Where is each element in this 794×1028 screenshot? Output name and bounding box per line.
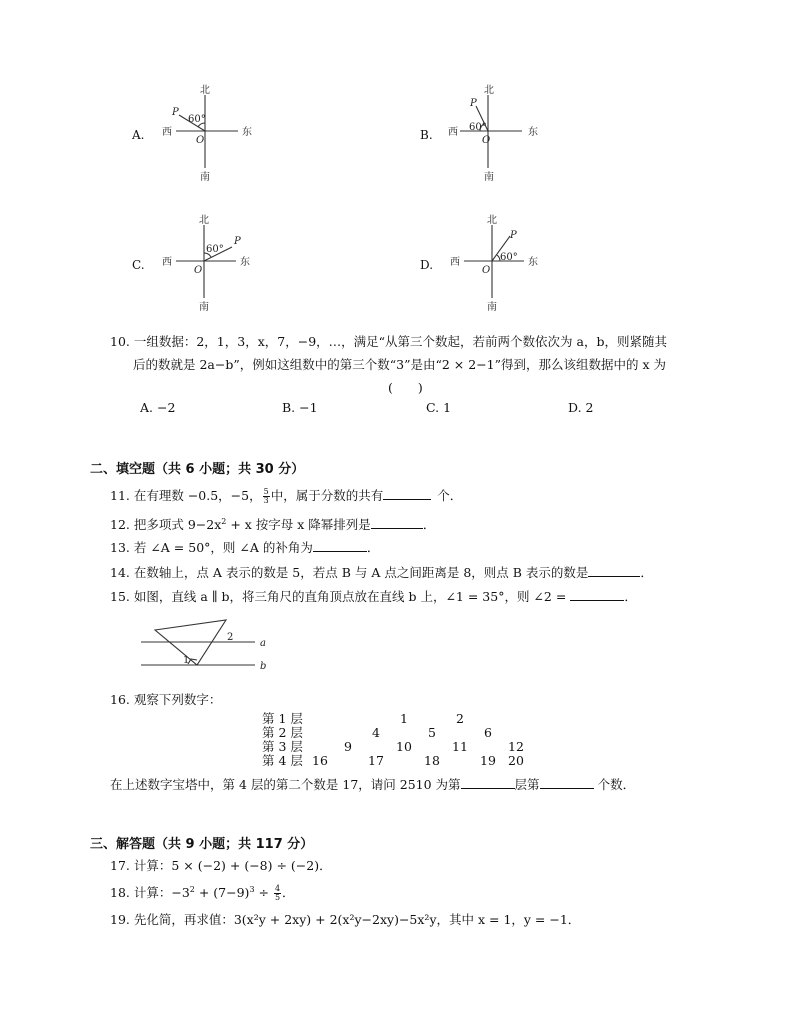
origin-label: O xyxy=(196,135,205,146)
point-p-label: P xyxy=(172,107,179,118)
pyramid-cell: 10 xyxy=(396,739,412,754)
east-label: 东 xyxy=(242,127,252,138)
q13-text-c: ． xyxy=(366,540,380,555)
q12 xyxy=(110,514,435,533)
q12-text-c: ． xyxy=(422,517,436,533)
section2-title: 二、填空题（共 6 小题；共 30 分） xyxy=(90,462,305,477)
q18-text-a: 18. 计算：−3 xyxy=(110,885,190,901)
q10-answer-paren: ( ) xyxy=(388,380,423,395)
q12-answer-blank[interactable] xyxy=(371,516,423,529)
q11-fraction-num: 5 xyxy=(263,487,269,496)
pyramid-row-label: 第 1 层 xyxy=(262,711,303,726)
q17: 17. 计算：5 × (−2) + (−8) ÷ (−2)． xyxy=(110,858,332,873)
pyramid-cell: 16 xyxy=(312,753,328,768)
q13-answer-blank[interactable] xyxy=(313,539,367,552)
pyramid-cell xyxy=(390,754,418,768)
point-p-label: P xyxy=(510,230,517,241)
q11-answer-blank[interactable] xyxy=(383,487,431,500)
q12-sup: 2 xyxy=(221,517,227,526)
west-label: 西 xyxy=(450,257,460,268)
origin-label: O xyxy=(482,135,491,146)
q10-option-b[interactable]: B. −1 xyxy=(282,400,318,415)
origin-label: O xyxy=(194,265,203,276)
q15-text-a: 15. 如图，直线 a ∥ b，将三角尺的直角顶点放在直线 b 上，∠1 = 35°，则 ∠2 = xyxy=(110,589,567,604)
q13 xyxy=(110,539,379,556)
west-label: 西 xyxy=(162,257,172,268)
pyramid-cell xyxy=(446,726,474,740)
south-label: 南 xyxy=(199,302,209,313)
pyramid-cell: 19 xyxy=(480,753,496,768)
option-d-compass-diagram[interactable] xyxy=(448,210,548,315)
q18-text-d: ． xyxy=(282,885,295,901)
west-label: 西 xyxy=(162,127,172,138)
pyramid-cell: 5 xyxy=(428,725,436,740)
q18-text-c: ÷ xyxy=(254,885,273,901)
option-b-compass-diagram[interactable] xyxy=(448,80,548,185)
pyramid-cell: 12 xyxy=(508,739,524,754)
pyramid-cell xyxy=(418,740,446,754)
q18-text-b: + (7−9) xyxy=(194,885,250,901)
north-label: 北 xyxy=(487,215,497,226)
q10-option-d[interactable]: D. 2 xyxy=(568,400,594,415)
pyramid-cell: 4 xyxy=(372,725,380,740)
pyramid-cell: 9 xyxy=(344,739,352,754)
point-p-label: P xyxy=(234,236,241,247)
option-a-compass-diagram[interactable] xyxy=(160,80,260,185)
pyramid-cell xyxy=(446,754,474,768)
east-label: 东 xyxy=(528,127,538,138)
point-p-label: P xyxy=(470,98,477,109)
q15-figure-parallel-lines-triangle xyxy=(135,612,275,674)
q11 xyxy=(110,487,462,505)
q11-text-c: 个． xyxy=(437,488,463,503)
angle-2-label: 2 xyxy=(227,632,234,643)
section3-title: 三、解答题（共 9 小题；共 117 分） xyxy=(90,837,314,852)
option-c-letter[interactable]: C. xyxy=(132,258,145,272)
q18-fraction-num: 4 xyxy=(274,884,281,894)
pyramid-row xyxy=(262,726,530,740)
pyramid-row xyxy=(262,754,530,768)
label-b: b xyxy=(260,661,267,672)
q16-text-b: 在上述数字宝塔中，第 4 层的第二个数是 17，请问 2510 为第 xyxy=(110,777,461,792)
pyramid-row xyxy=(262,712,530,726)
pyramid-row-label: 第 4 层 xyxy=(262,753,303,768)
q10-line2: 后的数就是 2a−b”，例如这组数中的第三个数“3”是由“2 × 2−1”得到，那么该组数据中的 x 为 xyxy=(133,357,667,372)
pyramid-cell xyxy=(362,740,390,754)
q15-text-c: ． xyxy=(624,589,637,604)
origin-label: O xyxy=(482,265,491,276)
pyramid-cell xyxy=(306,712,334,726)
east-label: 东 xyxy=(528,257,538,268)
angle-label: 60° xyxy=(188,114,206,125)
option-b-letter[interactable]: B. xyxy=(420,128,433,142)
west-label: 西 xyxy=(448,127,458,138)
pyramid-cell xyxy=(306,740,334,754)
q18-fraction xyxy=(274,885,281,902)
q16-position-blank[interactable] xyxy=(540,776,594,789)
q16-text-c: 层第 xyxy=(514,777,540,792)
q14-text-a: 14. 在数轴上，点 A 表示的数是 5，若点 B 与 A 点之间距离是 8，则点 B 表示的数是 xyxy=(110,565,589,580)
pyramid-cell xyxy=(362,712,390,726)
q12-text-b: + x 按字母 x 降幂排列是 xyxy=(226,517,371,533)
q10-option-a[interactable]: A. −2 xyxy=(140,400,176,415)
pyramid-cell xyxy=(390,726,418,740)
option-a-letter[interactable]: A. xyxy=(132,128,145,142)
pyramid-cell: 1 xyxy=(400,711,408,726)
pyramid-cell xyxy=(334,726,362,740)
south-label: 南 xyxy=(200,172,210,183)
q11-fraction-den: 3 xyxy=(263,496,269,505)
q18-sup2: 3 xyxy=(249,885,255,894)
south-label: 南 xyxy=(484,172,494,183)
q15 xyxy=(110,588,637,605)
pyramid-cell xyxy=(502,726,530,740)
pyramid-cell xyxy=(334,712,362,726)
pyramid-cell xyxy=(502,712,530,726)
option-c-compass-diagram[interactable] xyxy=(160,210,260,315)
angle-label: 60° xyxy=(206,244,224,255)
q18-fraction-den: 5 xyxy=(274,893,281,903)
pyramid-cell xyxy=(418,712,446,726)
q15-answer-blank[interactable] xyxy=(570,588,624,601)
pyramid-row-label: 第 3 层 xyxy=(262,739,303,754)
pyramid-cell: 11 xyxy=(452,739,468,754)
q19: 19. 先化简，再求值：3(x²y + 2xy) + 2(x²y−2xy)−5x²y，其中 x = 1，y = −1． xyxy=(110,912,581,927)
angle-label: 60° xyxy=(500,252,518,263)
north-label: 北 xyxy=(484,85,494,96)
q16-question xyxy=(110,776,635,793)
q11-text-a: 11. 在有理数 −0.5，−5， xyxy=(110,488,262,503)
label-a: a xyxy=(260,638,266,649)
number-pyramid xyxy=(262,712,530,768)
pyramid-cell xyxy=(474,712,502,726)
q18 xyxy=(110,882,295,902)
pyramid-cell xyxy=(306,726,334,740)
south-label: 南 xyxy=(487,302,497,313)
q16-text-d: 个数． xyxy=(597,777,636,792)
q12-text-a: 12. 把多项式 9−2x xyxy=(110,517,222,533)
q13-text-a: 13. 若 ∠A = 50°，则 ∠A 的补角为 xyxy=(110,540,313,555)
angle-1-label: 1 xyxy=(183,655,190,666)
pyramid-cell: 18 xyxy=(424,753,440,768)
north-label: 北 xyxy=(200,85,210,96)
q14-text-c: ． xyxy=(640,565,653,580)
q10-option-c[interactable]: C. 1 xyxy=(426,400,452,415)
q16-layer-blank[interactable] xyxy=(461,776,515,789)
option-d-letter[interactable]: D. xyxy=(420,258,434,272)
pyramid-cell: 6 xyxy=(484,725,492,740)
pyramid-cell: 17 xyxy=(368,753,384,768)
pyramid-row xyxy=(262,740,530,754)
q18-sup1: 2 xyxy=(189,885,195,894)
east-label: 东 xyxy=(240,257,250,268)
angle-label: 60° xyxy=(469,122,487,133)
q14 xyxy=(110,564,653,581)
pyramid-cell xyxy=(334,754,362,768)
q11-text-b: 中，属于分数的共有 xyxy=(270,488,384,503)
q14-answer-blank[interactable] xyxy=(588,564,640,577)
q11-fraction xyxy=(263,488,270,505)
pyramid-cell: 20 xyxy=(508,753,524,768)
q10-line1: 10. 一组数据：2，1，3，x，7，−9，…，满足“从第三个数起，若前两个数依次为 a，b，则紧随其 xyxy=(110,334,667,349)
north-label: 北 xyxy=(199,215,209,226)
q16-intro: 16. 观察下列数字： xyxy=(110,692,222,707)
pyramid-cell: 2 xyxy=(456,711,464,726)
pyramid-cell xyxy=(474,740,502,754)
pyramid-row-label: 第 2 层 xyxy=(262,725,303,740)
